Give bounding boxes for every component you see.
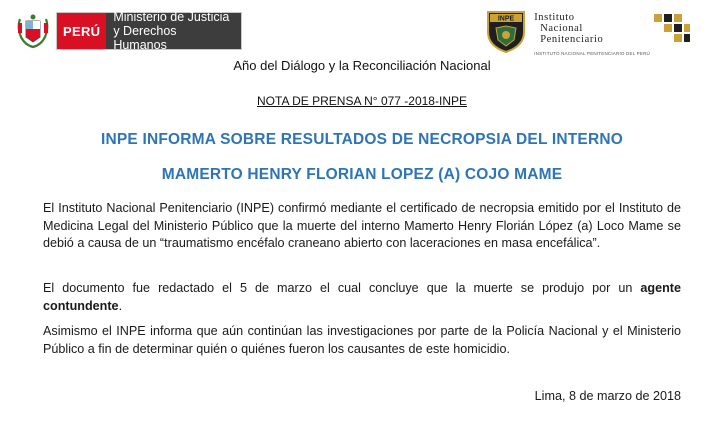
- paragraph-2-text: El documento fue redactado el 5 de marzo el cual concluye que la muerte se produjo por un: [43, 281, 641, 295]
- paragraph-2: [43, 280, 681, 315]
- institute-subline: INSTITUTO NACIONAL PENITENCIARIO DEL PERÚ: [534, 51, 650, 56]
- paragraph-2-end: .: [118, 298, 123, 313]
- headline-line-2: MAMERTO HENRY FLORIAN LOPEZ (A) COJO MAME: [161, 166, 563, 183]
- ministry-logo: [16, 12, 242, 50]
- ministry-name: [106, 10, 241, 52]
- paragraph-2-bold: agente contundente: [43, 281, 681, 313]
- institute-name: [534, 8, 650, 59]
- paragraph-3: Asimismo el INPE informa que aún continúan las investigaciones por parte de la Policía Nacional y el Ministerio Público a fin de determinar quién o quiénes fueron los causantes de este homicidio.: [43, 324, 681, 356]
- inpe-badge-text: INPE: [498, 15, 515, 23]
- press-note-number: [0, 94, 724, 108]
- ministry-line-2: y Derechos Humanos: [113, 24, 177, 52]
- inpe-logo: [484, 8, 692, 59]
- institute-line-2: Nacional: [540, 23, 583, 34]
- paragraph-1: El Instituto Nacional Penitenciario (INPE) confirmó mediante el certificado de necropsia emitido por el Instituto de Medicina Legal del Ministerio Público que la muerte del interno Mamerto Henry Florián López (a) Loco Mame se debió a causa de un “traumatismo encéfalo craneano abierto con laceraciones en masa encefálica”.: [43, 201, 681, 250]
- ministry-line-1: Ministerio de Justicia: [113, 10, 230, 24]
- peru-coat-of-arms-icon: [16, 13, 50, 49]
- institute-line-1: Instituto: [534, 12, 575, 23]
- peru-label: PERÚ: [57, 13, 106, 49]
- headline-line-1: INPE INFORMA SOBRE RESULTADOS DE NECROPSIA DEL INTERNO: [100, 131, 624, 148]
- date-line: Lima, 8 de marzo de 2018: [534, 389, 681, 403]
- year-motto: Año del Diálogo y la Reconciliación Nacional: [233, 58, 491, 73]
- inpe-shield-icon: [484, 8, 528, 54]
- institute-squares-icon: [652, 12, 692, 46]
- press-note-text: NOTA DE PRENSA N° 077 -2018-INPE: [257, 94, 467, 108]
- institute-line-3: Penitenciario: [540, 34, 604, 45]
